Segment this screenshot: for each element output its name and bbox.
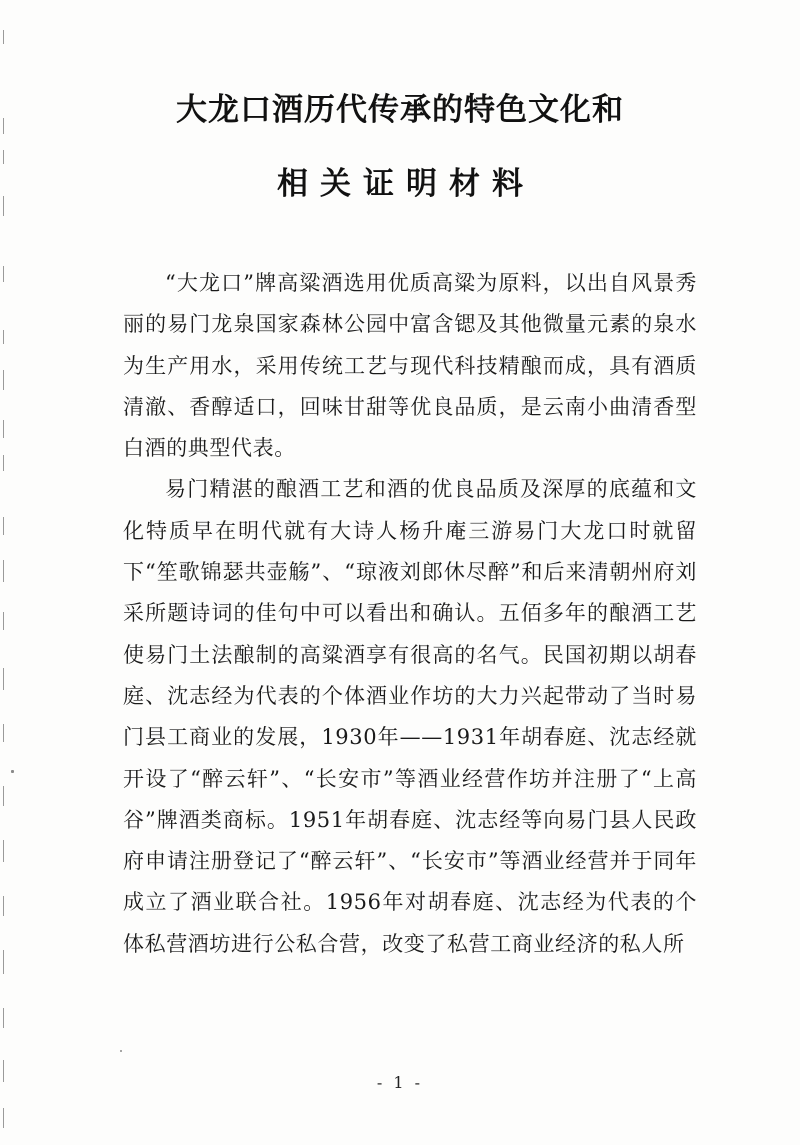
page-number: - 1 -: [376, 1073, 424, 1092]
body-paragraph-1: “大龙口”牌高粱酒选用优质高粱为原料，以出自风景秀丽的易门龙泉国家森林公园中富含锶及其他微量元素的泉水为生产用水，采用传统工艺与现代科技精酿而成，具有酒质清澈、香醇适口，回味甘甜等优良品质，是云南小曲清香型白酒的典型代表。: [123, 271, 697, 461]
scan-speck: [120, 1050, 122, 1052]
title-line-2: 相关证明材料: [277, 166, 535, 202]
document-body: [123, 263, 697, 965]
body-paragraph-2: 易门精湛的酿酒工艺和酒的优良品质及深厚的底蕴和文化特质早在明代就有大诗人杨升庵三游易门大龙口时就留下“笙歌锦瑟共壶觞”、“琼液刘郎休尽醉”和后来清朝州府刘采所题诗词的佳句中可以看出和确认。五佰多年的酿酒工艺使易门土法酿制的高粱酒享有很高的名气。民国初期以胡春庭、沈志经为代表的个体酒业作坊的大力兴起带动了当时易门县工商业的发展，1930年——1931年胡春庭、沈志经就开设了“醉云轩”、“长安市”等酒业经营作坊并注册了“上高谷”牌酒类商标。1951年胡春庭、沈志经等向易门县人民政府申请注册登记了“醉云轩”、“长安市”等酒业经营并于同年成立了酒业联合社。1956年对胡春庭、沈志经为代表的个体私营酒坊进行公私合营，改变了私营工商业经济的私人所: [123, 477, 697, 956]
title-line-1: 大龙口酒历代传承的特色文化和: [176, 92, 624, 128]
scan-speck: [11, 770, 14, 773]
document-title: [0, 82, 800, 212]
